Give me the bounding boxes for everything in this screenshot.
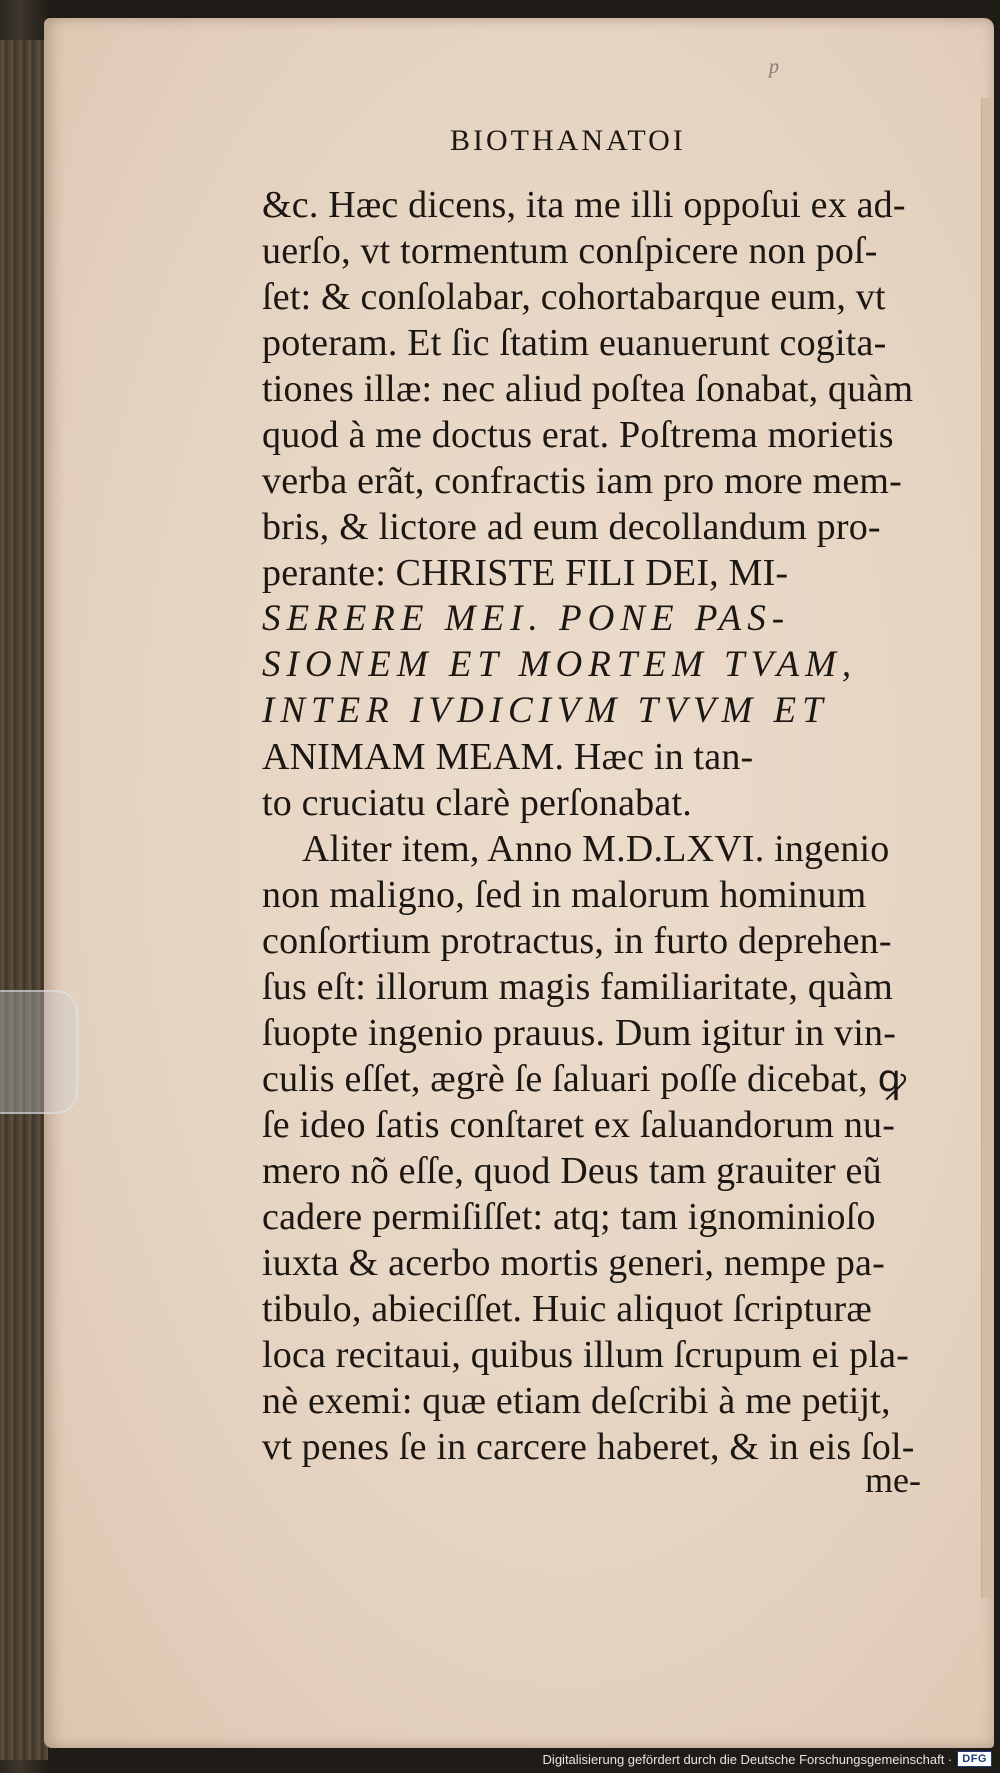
text-line: non maligno, ſed in malorum hominum xyxy=(262,874,867,916)
text-line: nè exemi: quæ etiam deſcribi à me petijt, xyxy=(262,1380,891,1422)
text-line: culis eſſet, ægrè ſe ſaluari poſſe dicebat, ꝙ xyxy=(262,1058,907,1100)
text-line: iuxta & acerbo mortis generi, nempe pa- xyxy=(262,1242,885,1284)
text-line: Aliter item, Anno M.D.LXVI. ingenio xyxy=(302,828,890,870)
dfg-logo: DFG xyxy=(957,1751,992,1767)
pencil-mark: p xyxy=(769,56,779,78)
text-line: mero nõ eſſe, quod Deus tam grauiter eũ xyxy=(262,1150,882,1192)
text-line: uerſo, vt tormentum conſpicere non poſ- xyxy=(262,230,878,272)
text-line: INTER IVDICIVM TVVM ET xyxy=(262,690,829,731)
digitization-footer xyxy=(543,1751,992,1767)
catchword: me- xyxy=(865,1460,921,1500)
text-line: ANIMAM MEAM. Hæc in tan- xyxy=(262,736,754,778)
text-line: cadere permiſiſſet: atq; tam ignominioſo xyxy=(262,1196,876,1238)
page-clip xyxy=(0,990,78,1114)
text-line: vt penes ſe in carcere haberet, & in eis ſol- xyxy=(262,1426,915,1468)
page-edge xyxy=(981,98,994,1598)
text-line: ſet: & conſolabar, cohortabarque eum, vt xyxy=(262,276,886,318)
text-line: &c. Hæc dicens, ita me illi oppoſui ex ad- xyxy=(262,184,906,226)
text-line: conſortium protractus, in furto deprehen- xyxy=(262,920,892,962)
book-spine xyxy=(0,40,50,1760)
text-line: poteram. Et ſic ſtatim euanuerunt cogita- xyxy=(262,322,887,364)
footer-text: Digitalisierung gefördert durch die Deutsche Forschungsgemeinschaft · xyxy=(542,1751,953,1767)
text-line: ſuopte ingenio prauus. Dum igitur in vin- xyxy=(262,1012,897,1054)
text-line: bris, & lictore ad eum decollandum pro- xyxy=(262,506,881,548)
text-line: loca recitaui, quibus illum ſcrupum ei pla- xyxy=(262,1334,910,1376)
text-line: quod à me doctus erat. Poſtrema morietis xyxy=(262,414,894,456)
text-line: tibulo, abieciſſet. Huic aliquot ſcripturæ xyxy=(262,1288,872,1330)
text-line: SIONEM ET MORTEM TVAM, xyxy=(262,644,858,685)
text-line: ſe ideo ſatis conſtaret ex ſaluandorum nu- xyxy=(262,1104,896,1146)
running-head: BIOTHANATOI xyxy=(450,124,686,157)
text-line: SERERE MEI. PONE PAS- xyxy=(262,598,791,639)
text-line: to cruciatu clarè perſonabat. xyxy=(262,782,692,824)
text-line: perante: CHRISTE FILI DEI, MI- xyxy=(262,552,789,594)
text-line: ſus eſt: illorum magis familiaritate, quàm xyxy=(262,966,894,1008)
text-line: verba erãt, confractis iam pro more mem- xyxy=(262,460,902,502)
text-line: tiones illæ: nec aliud poſtea ſonabat, quàm xyxy=(262,368,914,410)
